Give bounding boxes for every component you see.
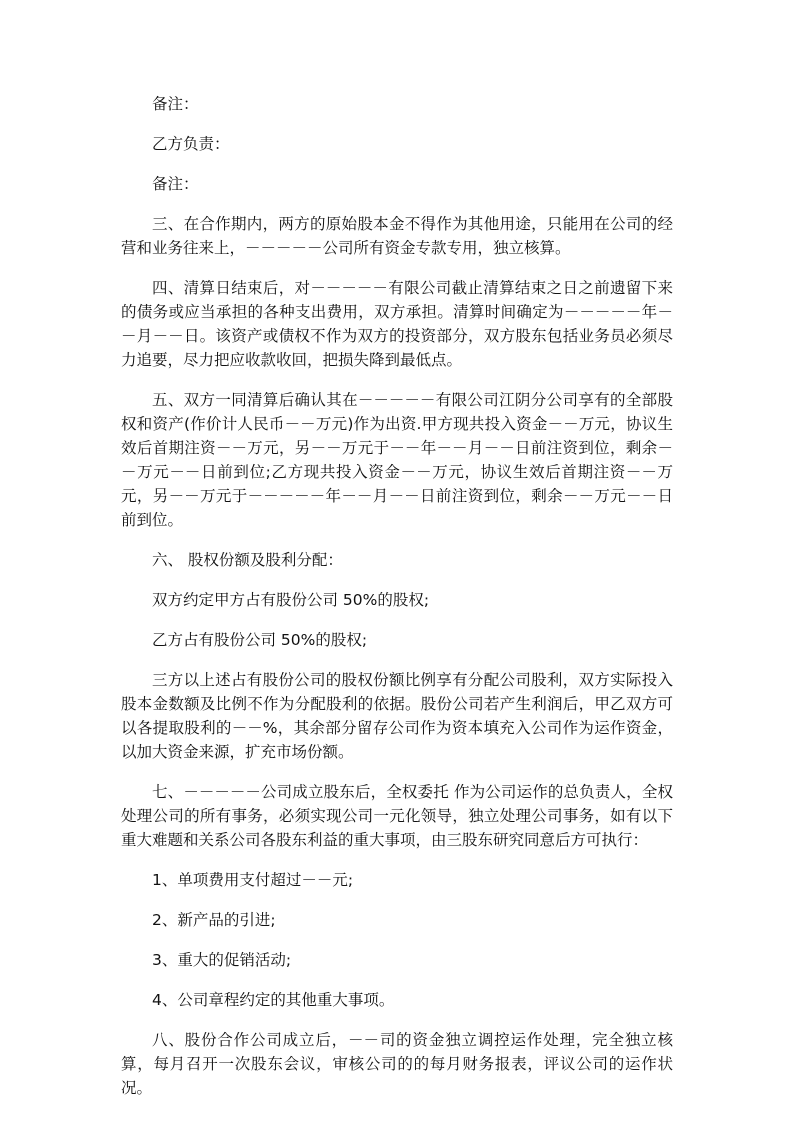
- list-item-3: 3、重大的促销活动;: [152, 951, 292, 969]
- dividend-distribution-paragraph: 三方以上述占有股份公司的股权份额比例享有分配公司股利，双方实际投入股本金数额及比例不作为分配股利的依据。股份公司若产生利润后，甲乙双方可以各提取股利的－－%，其余部分留存公司作为资本填充入公司作为运作资金，以加大资金来源，扩充市场份额。: [121, 671, 673, 761]
- party-b-share-paragraph: 乙方占有股份公司 50%的股权;: [152, 631, 368, 649]
- remark-label-2: 备注：: [152, 175, 199, 193]
- party-b-responsible-label: 乙方负责：: [152, 135, 230, 153]
- document-body: [121, 92, 673, 1116]
- remark-label: 备注：: [152, 95, 199, 113]
- clause-7-paragraph: 七、－－－－－公司成立股东后，全权委托 作为公司运作的总负责人，全权处理公司的所有事务，必须实现公司一元化领导，独立处理公司事务，如有以下重大难题和关系公司各股东利益的重大事项，由三股东研究同意后方可执行：: [121, 783, 673, 849]
- clause-6-heading: 六、 股权份额及股利分配：: [152, 551, 343, 569]
- list-item-4: 4、公司章程约定的其他重大事项。: [152, 991, 395, 1009]
- clause-3-paragraph: 三、在合作期内，两方的原始股本金不得作为其他用途，只能用在公司的经营和业务往来上，－－－－－公司所有资金专款专用，独立核算。: [121, 215, 673, 257]
- clause-8-paragraph: 八、股份合作公司成立后，－－司的资金独立调控运作处理，完全独立核算，每月召开一次股东会议，审核公司的的每月财务报表，评议公司的运作状况。: [121, 1031, 673, 1097]
- list-item-2: 2、新产品的引进;: [152, 911, 276, 929]
- clause-5-paragraph: 五、双方一同清算后确认其在－－－－－有限公司江阴分公司享有的全部股权和资产(作价计人民币－－万元)作为出资.甲方现共投入资金－－万元，协议生效后首期注资－－万元，另－－万元于－－年－－月－－日前注资到位，剩余－－万元－－日前到位;乙方现共投入资金－－万元，协议生效后首期注资－－万元，另－－万元于－－－－－年－－月－－日前注资到位，剩余－－万元－－日前到位。: [121, 391, 673, 529]
- party-a-share-paragraph: 双方约定甲方占有股份公司 50%的股权;: [152, 591, 430, 609]
- clause-4-paragraph: 四、清算日结束后，对－－－－－有限公司截止清算结束之日之前遗留下来的债务或应当承担的各种支出费用，双方承担。清算时间确定为－－－－－年－－月－－日。该资产或债权不作为双方的投资部分，双方股东包括业务员必须尽力追要，尽力把应收款收回，把损失降到最低点。: [121, 279, 673, 369]
- list-item-1: 1、单项费用支付超过－－元;: [152, 871, 354, 889]
